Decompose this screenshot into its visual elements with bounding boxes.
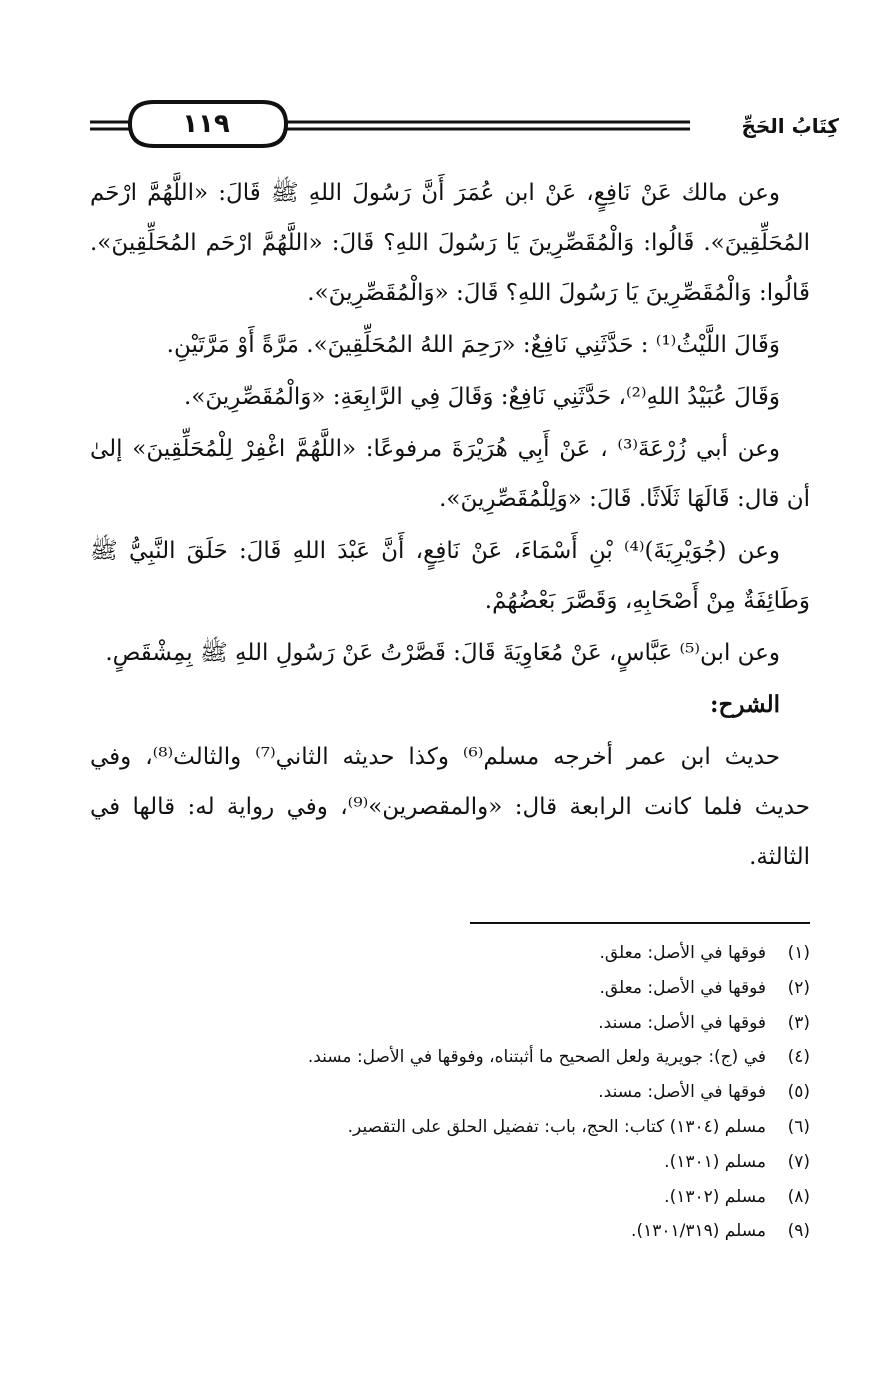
footnote-item xyxy=(90,971,810,1006)
footnote-number: (٣) xyxy=(787,1012,810,1033)
footnote-text: مسلم (١٣٠٢). xyxy=(664,1186,766,1207)
commentary-heading: الشرح: xyxy=(710,691,780,718)
hadith-paragraph: وَقَالَ اللَّيْثُ⁽¹⁾ : حَدَّثَنِي نَافِعٌ: «رَحِمَ اللهُ المُحَلِّقِينَ». مَرَّةً أَوْ مَرَّتَيْنِ. xyxy=(166,332,780,358)
footnote-number: (٨) xyxy=(787,1186,810,1207)
footnote-number: (٦) xyxy=(787,1116,810,1137)
footnote-number: (٧) xyxy=(787,1151,810,1172)
book-title: كِتَابُ الحَجِّ xyxy=(695,106,845,146)
footnote-separator xyxy=(470,922,810,924)
footnote-number: (٥) xyxy=(787,1082,810,1103)
footnote-item xyxy=(90,936,810,971)
page-header xyxy=(90,96,839,156)
footnote-text: مسلم (١٣٠١). xyxy=(664,1151,766,1172)
footnote-text: فوقها في الأصل: معلق. xyxy=(599,943,766,963)
hadith-paragraph: وعن مالك عَنْ نَافِعٍ، عَنْ ابن عُمَرَ أَنَّ رَسُولَ اللهِ ﷺ قَالَ: «اللَّهُمَّ ارْحَم المُحَلِّقِينَ». قَالُوا: وَالْمُقَصِّرِينَ يَا رَسُولَ اللهِ؟ قَالَ: «اللَّهُمَّ ارْحَم المُحَلِّقِينَ». قَالُوا: وَالْمُقَصِّرِينَ يَا رَسُولَ اللهِ؟ قَالَ: «وَالْمُقَصِّرِينَ». xyxy=(90,180,810,306)
footnote-item xyxy=(90,1006,810,1041)
footnote-item xyxy=(90,1110,810,1145)
hadith-paragraph: وعن (جُوَيْرِيَةَ)⁽⁴⁾ بْنِ أَسْمَاءَ، عَنْ نَافِعٍ، أَنَّ عَبْدَ اللهِ قَالَ: حَلَقَ النَّبِيُّ ﷺ وَطَائِفَةٌ مِنْ أَصْحَابِهِ، وَقَصَّرَ بَعْضُهُمْ. xyxy=(90,538,810,614)
footnote-item xyxy=(90,1214,810,1249)
footnote-item xyxy=(90,1040,810,1075)
footnote-text: فوقها في الأصل: مسند. xyxy=(598,1012,766,1033)
footnote-number: (١) xyxy=(787,943,810,963)
footnote-item xyxy=(90,1075,810,1110)
footnote-text: في (ج): جويرية ولعل الصحيح ما أثبتناه، وفوقها في الأصل: مسند. xyxy=(307,1047,766,1068)
footnote-number: (٢) xyxy=(787,977,810,998)
main-text xyxy=(90,168,810,882)
footnote-text: مسلم (١٣٠٤) كتاب: الحج، باب: تفضيل الحلق على التقصير. xyxy=(347,1116,766,1137)
footnote-item xyxy=(90,1180,810,1215)
hadith-paragraph: وَقَالَ عُبَيْدُ اللهِ⁽²⁾، حَدَّثَنِي نَافِعٌ: وَقَالَ فِي الرَّابِعَةِ: «وَالْمُقَصِّرِينَ». xyxy=(184,384,780,410)
hadith-paragraph: وعن أبي زُرْعَةَ⁽³⁾ ، عَنْ أَبِي هُرَيْرَةَ مرفوعًا: «اللَّهُمَّ اغْفِرْ لِلْمُحَلِّقِينَ» إلىٰ أن قال: قَالَهَا ثَلَاثًا. قَالَ: «وَلِلْمُقَصِّرِينَ». xyxy=(90,436,810,512)
hadith-paragraph: وعن ابن⁽⁵⁾ عَبَّاسٍ، عَنْ مُعَاوِيَةَ قَالَ: قَصَّرْتُ عَنْ رَسُولِ اللهِ ﷺ بِمِشْقَصٍ. xyxy=(105,640,780,666)
commentary-paragraph: حديث ابن عمر أخرجه مسلم⁽⁶⁾ وكذا حديثه الثاني⁽⁷⁾ والثالث⁽⁸⁾، وفي حديث فلما كانت الرابعة قال: «والمقصرين»⁽⁹⁾، وفي رواية له: قالها في الثالثة. xyxy=(90,744,811,870)
page-number: ١١٩ xyxy=(182,109,230,139)
footnotes-list xyxy=(90,936,810,1249)
footnote-item xyxy=(90,1145,810,1180)
footnote-text: فوقها في الأصل: معلق. xyxy=(599,977,766,998)
footnote-text: فوقها في الأصل: مسند. xyxy=(598,1082,766,1103)
footnote-number: (٩) xyxy=(787,1221,810,1242)
footnote-number: (٤) xyxy=(787,1047,810,1068)
footnote-text: مسلم (١٣٠١/٣١٩). xyxy=(631,1221,766,1242)
